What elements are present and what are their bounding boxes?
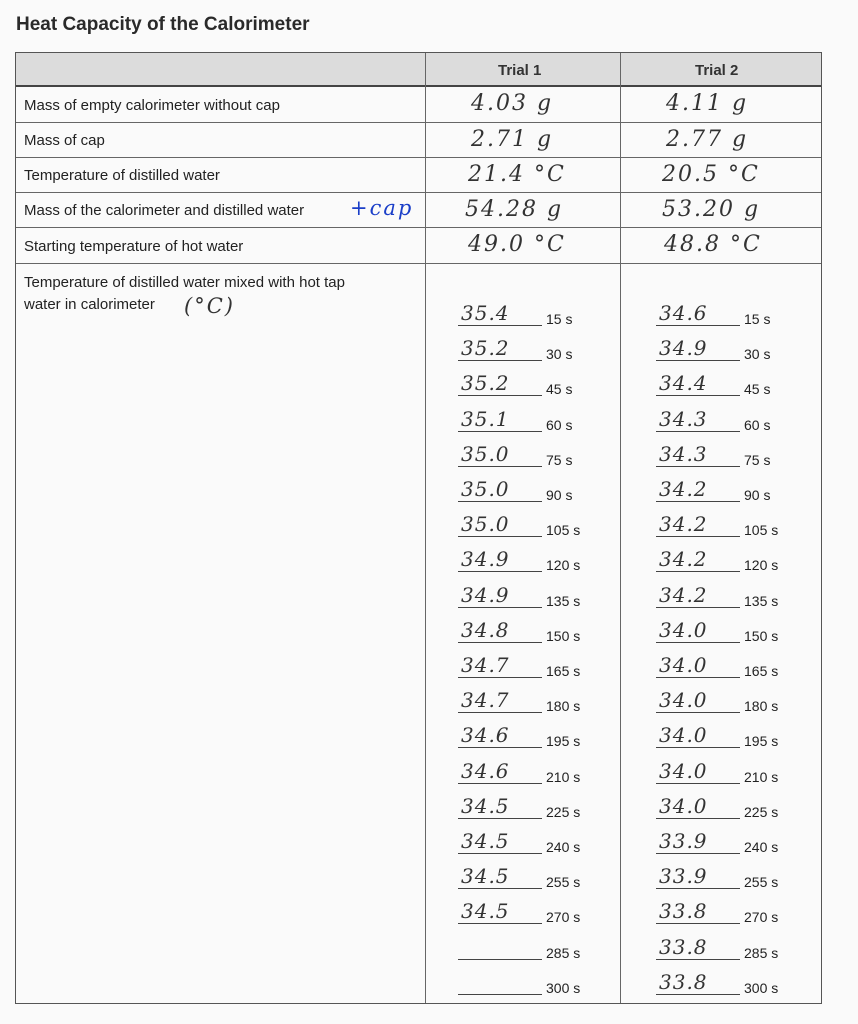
trial-2-reading [656, 934, 806, 964]
time-label: 135 s [546, 592, 581, 609]
trial-2-reading [656, 863, 806, 893]
answer-line [458, 959, 542, 960]
answer-line [458, 466, 542, 467]
trial-1-reading [458, 793, 608, 823]
trial-1-reading [458, 617, 608, 647]
row-label: Temperature of distilled water mixed with hot tap [24, 274, 345, 291]
temperature-value: 35.0 [461, 477, 510, 501]
trial-2-reading [656, 441, 806, 471]
time-label: 105 s [744, 522, 779, 539]
temperature-value: 34.5 [461, 864, 510, 889]
time-label: 240 s [546, 839, 581, 855]
trial-2-reading [656, 652, 806, 682]
trial-2-reading [656, 370, 806, 400]
trial-2-reading [656, 511, 806, 541]
temperature-value: 34.6 [461, 758, 510, 783]
temperature-value: 33.9 [659, 864, 708, 889]
time-label: 225 s [546, 803, 581, 820]
trial-2-reading [656, 793, 806, 823]
trial-2-reading [656, 722, 806, 752]
temperature-value: 34.9 [461, 582, 510, 607]
time-label: 270 s [744, 909, 779, 926]
temperature-value: 34.7 [461, 688, 510, 713]
temperature-value: 34.4 [659, 371, 708, 396]
temperature-value: 34.7 [461, 653, 510, 677]
row-label: Starting temperature of hot water [24, 238, 244, 255]
temperature-value: 35.2 [461, 336, 510, 361]
time-label: 120 s [744, 557, 779, 574]
trial-1-value: 49.0 °C [468, 232, 566, 257]
temperature-value: 34.2 [659, 582, 708, 607]
trial-2-reading [656, 617, 806, 647]
row-label: Mass of the calorimeter and distilled water [24, 202, 305, 219]
trial-2-reading [656, 898, 806, 928]
time-label: 75 s [744, 451, 771, 468]
answer-line [656, 536, 740, 537]
time-label: 195 s [546, 733, 581, 750]
time-label: 300 s [546, 979, 581, 996]
answer-line [656, 642, 740, 643]
trial-1-value: 2.71 g [471, 127, 554, 152]
temperature-value: 34.2 [659, 512, 708, 537]
answer-line [458, 888, 542, 889]
temperature-value: 34.6 [461, 723, 510, 748]
row-label: Temperature of distilled water [24, 167, 220, 184]
trial-1-value: 21.4 °C [468, 162, 566, 187]
mixed-temperature-row [16, 264, 821, 1005]
temperature-value: 35.4 [461, 301, 510, 325]
answer-line [656, 501, 740, 502]
time-label: 75 s [546, 451, 573, 468]
temperature-value: 34.0 [659, 653, 708, 677]
trial-2-reading [656, 406, 806, 436]
time-label: 225 s [744, 803, 779, 820]
temperature-value: 34.0 [659, 617, 708, 642]
temperature-value: 35.0 [461, 441, 510, 466]
time-label: 165 s [546, 663, 581, 679]
temperature-value: 34.5 [461, 829, 510, 853]
trial-1-value: 54.28 g [465, 197, 564, 222]
trial-2-reading [656, 758, 806, 788]
time-label: 30 s [744, 346, 771, 363]
trial-1-value: 4.03 g [471, 91, 554, 116]
trial-1-reading [458, 652, 608, 682]
time-label: 195 s [744, 733, 779, 750]
trial-2-reading [656, 335, 806, 365]
trial-1-reading [458, 300, 608, 330]
answer-line [656, 466, 740, 467]
trial-1-reading [458, 546, 608, 576]
answer-line [458, 607, 542, 608]
answer-line [656, 360, 740, 361]
answer-line [656, 395, 740, 396]
answer-line [656, 747, 740, 748]
trial-1-reading [458, 511, 608, 541]
table-row [16, 228, 821, 264]
time-label: 150 s [546, 627, 581, 644]
time-label: 90 s [546, 487, 573, 503]
time-label: 285 s [744, 944, 779, 961]
time-label: 60 s [546, 416, 573, 433]
temperature-value: 35.0 [461, 512, 510, 537]
temperature-value: 34.5 [461, 899, 510, 924]
answer-line [656, 325, 740, 326]
answer-line [656, 571, 740, 572]
answer-line [656, 607, 740, 608]
answer-line [656, 783, 740, 784]
column-header-trial-2: Trial 2 [695, 62, 739, 79]
answer-line [458, 853, 542, 854]
trial-2-reading [656, 828, 806, 858]
time-label: 255 s [744, 874, 779, 891]
answer-line [458, 360, 542, 361]
answer-line [458, 994, 542, 995]
trial-1-reading [458, 722, 608, 752]
answer-line [458, 431, 542, 432]
answer-line [458, 395, 542, 396]
temperature-value: 34.2 [659, 477, 708, 501]
time-label: 180 s [546, 698, 581, 715]
trial-2-value: 4.11 g [666, 91, 749, 116]
answer-line [458, 642, 542, 643]
answer-line [458, 571, 542, 572]
time-label: 135 s [744, 592, 779, 609]
trial-1-reading [458, 863, 608, 893]
row-label: Mass of cap [24, 132, 105, 149]
row-label-continued: water in calorimeter [24, 296, 155, 313]
answer-line [656, 888, 740, 889]
temperature-value: 34.8 [461, 617, 510, 642]
table-header [16, 53, 821, 87]
temperature-value: 34.3 [659, 406, 708, 431]
temperature-value: 33.8 [659, 899, 708, 924]
answer-line [656, 959, 740, 960]
trial-1-reading [458, 828, 608, 858]
answer-line [458, 677, 542, 678]
trial-2-value: 2.77 g [666, 127, 749, 152]
trial-1-reading [458, 476, 608, 506]
temperature-value: 34.2 [659, 547, 708, 572]
answer-line [656, 923, 740, 924]
answer-line [656, 994, 740, 995]
trial-1-reading [458, 370, 608, 400]
temperature-value: 34.0 [659, 688, 708, 713]
table-row [16, 87, 821, 123]
time-label: 240 s [744, 839, 779, 855]
trial-1-reading [458, 406, 608, 436]
time-label: 90 s [744, 487, 771, 503]
temperature-value: 34.9 [461, 547, 510, 572]
trial-1-reading [458, 582, 608, 612]
answer-line [458, 712, 542, 713]
trial-1-reading [458, 441, 608, 471]
answer-line [458, 747, 542, 748]
answer-line [458, 325, 542, 326]
trial-1-reading [458, 934, 608, 964]
time-label: 270 s [546, 909, 581, 926]
time-label: 45 s [546, 381, 573, 398]
time-label: 150 s [744, 627, 779, 644]
column-header-trial-1: Trial 1 [498, 62, 542, 79]
trial-1-reading [458, 758, 608, 788]
time-label: 210 s [744, 768, 779, 785]
temperature-value: 35.1 [461, 406, 510, 431]
temperature-value: 34.0 [659, 723, 708, 748]
answer-line [458, 536, 542, 537]
time-label: 105 s [546, 522, 581, 539]
time-label: 45 s [744, 381, 771, 398]
handwritten-unit-note: (°C) [184, 294, 235, 318]
time-label: 15 s [546, 311, 573, 327]
trial-2-reading [656, 300, 806, 330]
trial-2-reading [656, 582, 806, 612]
time-label: 285 s [546, 944, 581, 961]
trial-2-value: 53.20 g [662, 197, 761, 222]
temperature-value: 34.6 [659, 301, 708, 325]
answer-line [458, 923, 542, 924]
table-row [16, 193, 821, 228]
time-label: 60 s [744, 416, 771, 433]
answer-line [458, 818, 542, 819]
time-label: 300 s [744, 979, 779, 996]
trial-1-reading [458, 969, 608, 999]
calorimeter-table [15, 52, 822, 1004]
time-label: 210 s [546, 768, 581, 785]
time-label: 165 s [744, 663, 779, 679]
row-label: Mass of empty calorimeter without cap [24, 97, 280, 114]
trial-2-reading [656, 687, 806, 717]
page-title: Heat Capacity of the Calorimeter [16, 14, 310, 35]
handwritten-note: +cap [350, 196, 414, 220]
trial-2-reading [656, 476, 806, 506]
time-label: 120 s [546, 557, 581, 574]
time-label: 255 s [546, 874, 581, 891]
answer-line [458, 501, 542, 502]
trial-2-reading [656, 969, 806, 999]
answer-line [656, 818, 740, 819]
temperature-value: 34.0 [659, 793, 708, 818]
time-label: 15 s [744, 311, 771, 327]
trial-1-reading [458, 687, 608, 717]
table-row [16, 158, 821, 193]
temperature-value: 34.9 [659, 336, 708, 361]
temperature-value: 33.8 [659, 969, 708, 994]
time-label: 180 s [744, 698, 779, 715]
temperature-value: 34.3 [659, 441, 708, 466]
trial-2-reading [656, 546, 806, 576]
temperature-value: 34.0 [659, 758, 708, 783]
time-label: 30 s [546, 346, 573, 363]
temperature-value: 33.9 [659, 829, 708, 853]
temperature-value: 34.5 [461, 793, 510, 818]
trial-2-value: 48.8 °C [664, 232, 762, 257]
trial-1-reading [458, 335, 608, 365]
answer-line [458, 783, 542, 784]
trial-1-reading [458, 898, 608, 928]
temperature-value: 33.8 [659, 934, 708, 959]
temperature-value: 35.2 [461, 371, 510, 396]
answer-line [656, 431, 740, 432]
table-row [16, 123, 821, 158]
answer-line [656, 853, 740, 854]
trial-2-value: 20.5 °C [662, 162, 760, 187]
answer-line [656, 677, 740, 678]
answer-line [656, 712, 740, 713]
